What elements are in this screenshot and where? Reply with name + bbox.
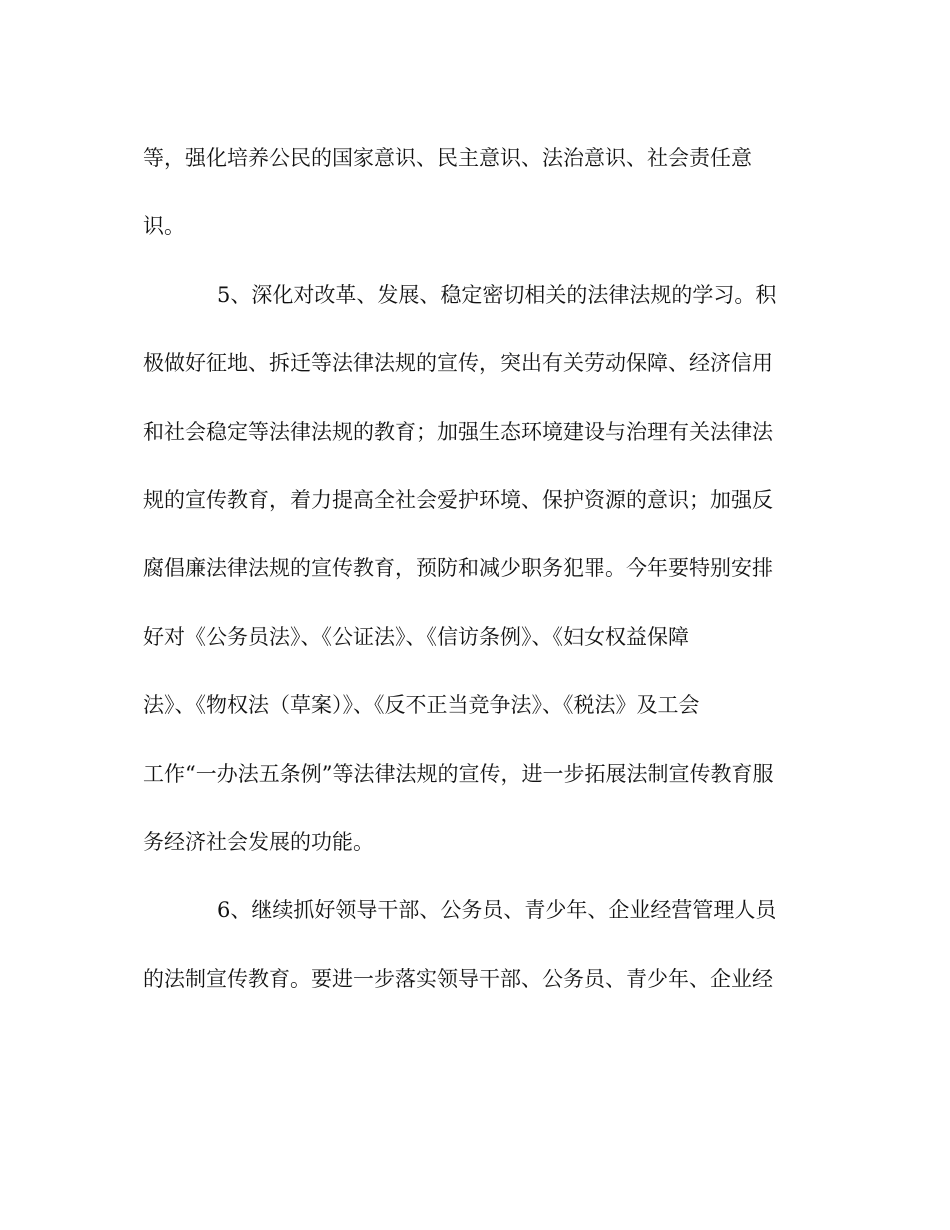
paragraph-5-start: 5、深化对改革、发展、稳定密切相关的法律法规的学习。积 <box>217 282 777 307</box>
text-line: 等，强化培养公民的国家意识、民主意识、法治意识、社会责任意 <box>143 146 752 170</box>
text-line: 好对《公务员法》、《公证法》、《信访条例》、《妇女权益保障 <box>143 624 689 649</box>
paragraph-6-start: 6、继续抓好领导干部、公务员、青少年、企业经营管理人员 <box>217 898 777 923</box>
text-line: 工作“一办法五条例”等法律法规的宣传，进一步拓展法制宣传教育服 <box>143 761 774 786</box>
body-text <box>143 136 803 1025</box>
text-line: 和社会稳定等法律法规的教育；加强生态环境建设与治理有关法律法 <box>143 419 773 444</box>
text-line: 的法制宣传教育。要进一步落实领导干部、公务员、青少年、企业经 <box>143 966 773 991</box>
text-line: 极做好征地、拆迁等法律法规的宣传，突出有关劳动保障、经济信用 <box>143 351 773 376</box>
text-line: 规的宣传教育，着力提高全社会爱护环境、保护资源的意识；加强反 <box>143 487 773 512</box>
text-line: 识。 <box>143 214 185 239</box>
text-line: 腐倡廉法律法规的宣传教育，预防和减少职务犯罪。今年要特别安排 <box>143 556 773 581</box>
text-line: 务经济社会发展的功能。 <box>143 829 374 854</box>
text-line: 法》、《物权法（草案）》、《反不正当竞争法》、《税法》及工会 <box>143 693 700 718</box>
